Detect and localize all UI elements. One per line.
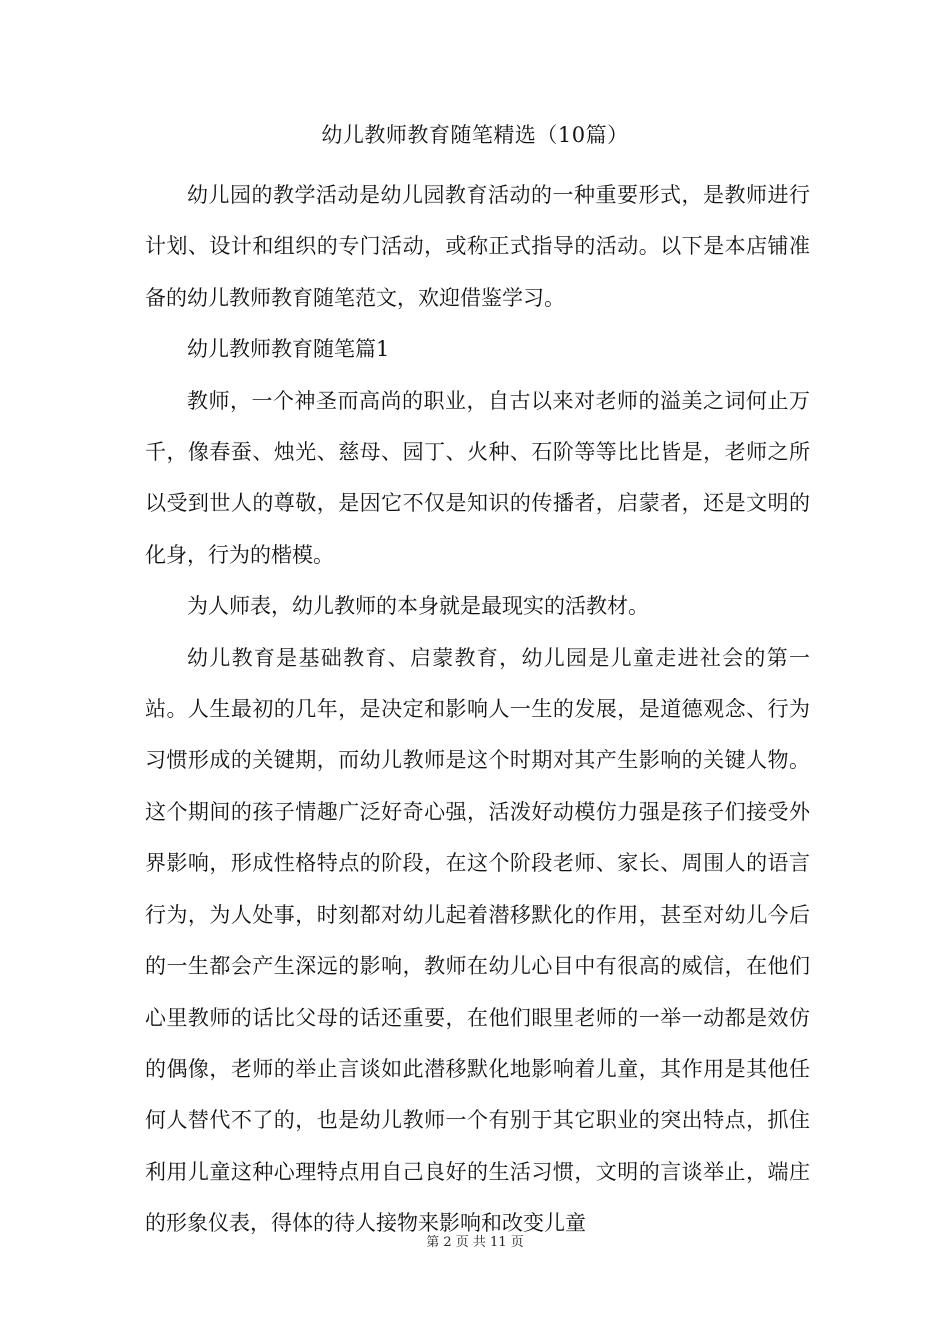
body-paragraph: 幼儿教育是基础教育、启蒙教育，幼儿园是儿童走进社会的第一站。人生最初的几年，是决定和影响人一生的发展，是道德观念、行为习惯形成的关键期，而幼儿教师是这个时期对其产生影响的关键人物。这个期间的孩子情趣广泛好奇心强，活泼好动模仿力强是孩子们接受外界影响，形成性格特点的阶段，在这个阶段老师、家长、周围人的语言行为，为人处事，时刻都对幼儿起着潜移默化的作用，甚至对幼儿今后的一生都会产生深远的影响，教师在幼儿心目中有很高的威信，在他们心里教师的话比父母的话还重要，在他们眼里老师的一举一动都是效仿的偶像，老师的举止言谈如此潜移默化地影响着儿童，其作用是其他任何人替代不了的，也是幼儿教师一个有别于其它职业的突出特点，抓住利用儿童这种心理特点用自己良好的生活习惯，文明的言谈举止，端庄的形象仪表，得体的待人接物来影响和改变儿童 <box>145 645 810 1236</box>
body-paragraph: 为人师表，幼儿教师的本身就是最现实的活教材。 <box>187 594 649 619</box>
section-heading: 幼儿教师教育随笔篇1 <box>187 337 390 362</box>
intro-paragraph: 幼儿园的教学活动是幼儿园教育活动的一种重要形式，是教师进行计划、设计和组织的专门活动，或称正式指导的活动。以下是本店铺准备的幼儿教师教育随笔范文，欢迎借鉴学习。 <box>145 183 810 310</box>
page-footer: 第 2 页 共 11 页 <box>426 1235 524 1250</box>
document-body <box>145 170 810 1250</box>
body-paragraph: 教师，一个神圣而高尚的职业，自古以来对老师的溢美之词何止万千，像春蚕、烛光、慈母、园丁、火种、石阶等等比比皆是，老师之所以受到世人的尊敬，是因它不仅是知识的传播者，启蒙者，还是文明的化身，行为的楷模。 <box>145 388 810 567</box>
document-title: 幼儿教师教育随笔精选（10篇） <box>321 123 629 147</box>
